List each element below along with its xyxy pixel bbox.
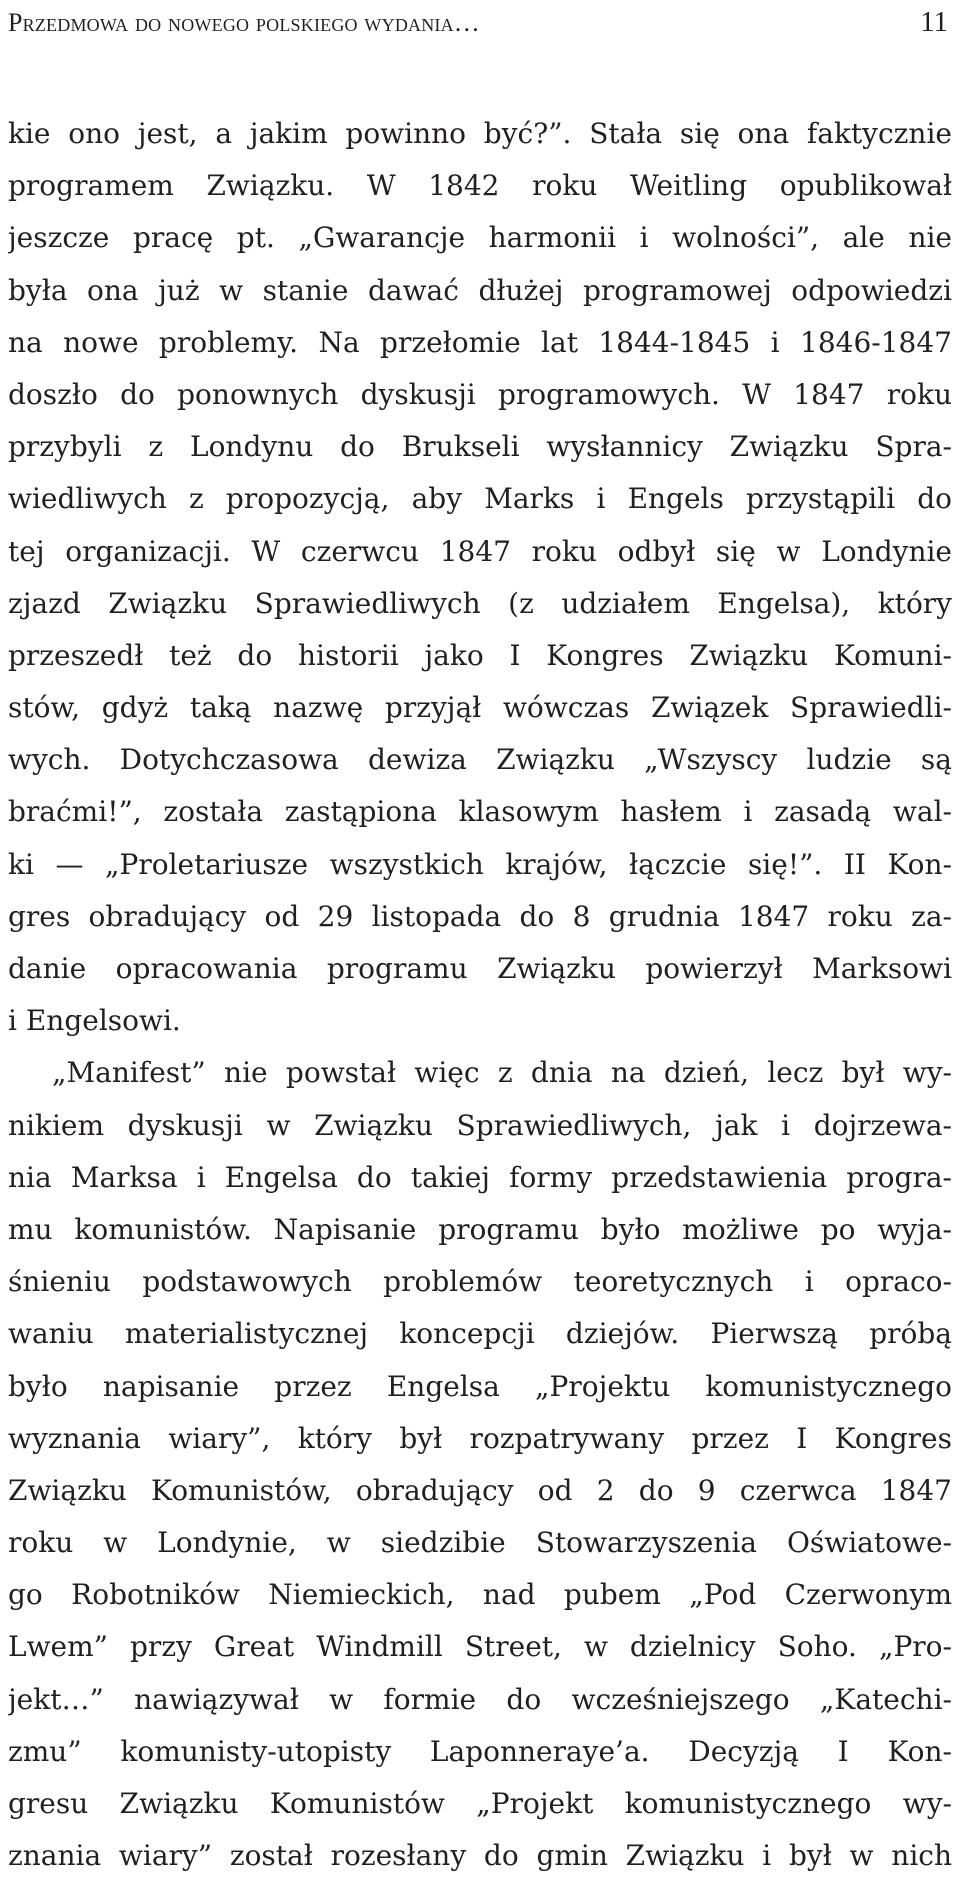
text-line: znania wiary” został rozesłany do gmin Związku i był w nich [8, 1839, 952, 1873]
text-line: Lwem” przy Great Windmill Street, w dzielnicy Soho. „Pro- [8, 1630, 952, 1664]
text-line: gres obradujący od 29 listopada do 8 grudnia 1847 roku za- [8, 899, 952, 933]
text-line: mu komunistów. Napisanie programu było możliwe po wyja- [8, 1212, 952, 1246]
text-line: przeszedł też do historii jako I Kongres Związku Komuni- [8, 638, 952, 672]
text-line: zmu” komunisty-utopisty Laponneraye’a. Decyzją I Kon- [8, 1734, 952, 1768]
text-line: kie ono jest, a jakim powinno być?”. Stała się ona faktycznie [8, 117, 952, 150]
text-line: waniu materialistycznej koncepcji dziejów. Pierwszą próbą [8, 1317, 952, 1351]
text-line: braćmi!”, została zastąpiona klasowym hasłem i zasadą wal- [8, 795, 952, 829]
text-line: zjazd Związku Sprawiedliwych (z udziałem Engelsa), który [8, 586, 952, 620]
text-line: na nowe problemy. Na przełomie lat 1844-1845 i 1846-1847 [8, 325, 952, 359]
text-line: wiedliwych z propozycją, aby Marks i Engels przystąpili do [8, 482, 952, 516]
text-line: było napisanie przez Engelsa „Projektu komunistycznego [8, 1369, 952, 1403]
text-line: śnieniu podstawowych problemów teoretycznych i opraco- [8, 1265, 952, 1299]
text-line: jekt…” nawiązywał w formie do wcześniejszego „Katechi- [8, 1682, 952, 1716]
text-line: i Engelsowi. [8, 1004, 181, 1038]
text-line: doszło do ponownych dyskusji programowych. W 1847 roku [8, 377, 952, 411]
text-line: wyznania wiary”, który był rozpatrywany przez I Kongres [8, 1421, 952, 1455]
text-line: gresu Związku Komunistów „Projekt komunistycznego wy- [8, 1787, 952, 1820]
text-line: była ona już w stanie dawać dłużej programowej odpowiedzi [8, 273, 952, 307]
text-line: jeszcze pracę pt. „Gwarancje harmonii i wolności”, ale nie [8, 221, 952, 255]
body-text [8, 108, 952, 1882]
text-line: danie opracowania programu Związku powierzył Marksowi [8, 952, 952, 985]
text-line: wych. Dotychczasowa dewiza Związku „Wszyscy ludzie są [8, 743, 952, 777]
text-line: nia Marksa i Engelsa do takiej formy przedstawienia progra- [8, 1160, 952, 1194]
text-line: Związku Komunistów, obradujący od 2 do 9 czerwca 1847 [8, 1473, 952, 1507]
running-header [8, 6, 952, 46]
chapter-title: Przedmowa do nowego polskiego wydania… [8, 8, 481, 37]
text-line: roku w Londynie, w siedzibie Stowarzyszenia Oświatowe- [8, 1526, 952, 1560]
text-line: przybyli z Londynu do Brukseli wysłannicy Związku Spra- [8, 430, 952, 464]
text-line: ki — „Proletariusze wszystkich krajów, łączcie się!”. II Kon- [8, 847, 952, 881]
paragraph-start-line: „Manifest” nie powstał więc z dnia na dzień, lecz był wy- [52, 1056, 952, 1090]
text-line: programem Związku. W 1842 roku Weitling opublikował [8, 169, 952, 203]
text-line: nikiem dyskusji w Związku Sprawiedliwych, jak i dojrzewa- [8, 1108, 952, 1142]
text-line: go Robotników Niemieckich, nad pubem „Pod Czerwonym [8, 1578, 952, 1612]
text-line: tej organizacji. W czerwcu 1847 roku odbył się w Londynie [8, 534, 952, 568]
text-line: stów, gdyż taką nazwę przyjął wówczas Związek Sprawiedli- [8, 691, 952, 725]
page-number: 11 [920, 6, 948, 38]
